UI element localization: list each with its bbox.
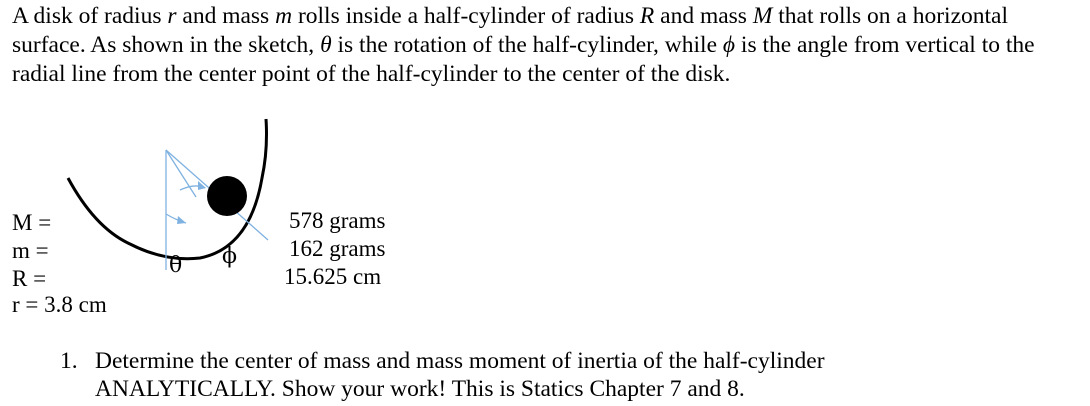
intro-text-1: A disk of radius	[12, 3, 168, 29]
var-R: R	[639, 3, 655, 29]
var-phi: ϕ	[722, 32, 736, 58]
question-text: Determine the center of mass and mass moment of inertia of the half-cylinder ANALYTICALLY. Show your work! This is Statics Chapter 7 and 8.	[95, 348, 825, 402]
intro-text-3: rolls inside a half-cylinder of radius	[292, 3, 640, 29]
question-number: 1.	[60, 348, 78, 374]
var-M: M	[752, 3, 773, 29]
var-m: m	[275, 3, 293, 29]
label-m: m =	[12, 238, 49, 263]
var-r: r	[167, 3, 177, 29]
phi-label: ϕ	[222, 244, 237, 269]
theta-label: θ	[169, 253, 183, 278]
value-M: 578 grams	[289, 208, 386, 233]
intro-text-5: that rolls on a horizontal surface. As shown in the sketch,	[12, 3, 1009, 58]
label-M: M =	[12, 210, 52, 235]
label-r: r = 3.8 cm	[12, 292, 107, 317]
label-R: R =	[12, 266, 47, 291]
value-R: 15.625 cm	[284, 264, 382, 289]
intro-text-4: and mass	[654, 3, 753, 29]
theta-arrowhead	[177, 216, 186, 224]
var-theta: θ	[320, 32, 332, 58]
intro-text-7: is the angle from vertical to the radial line from the center point of the half-cylinder to the center of the disk.	[12, 32, 1035, 87]
rolling-disk	[207, 176, 247, 216]
intro-text-6: is the rotation of the half-cylinder, while	[331, 32, 723, 58]
intro-text-2: and mass	[176, 3, 276, 29]
value-m: 162 grams	[289, 236, 386, 261]
